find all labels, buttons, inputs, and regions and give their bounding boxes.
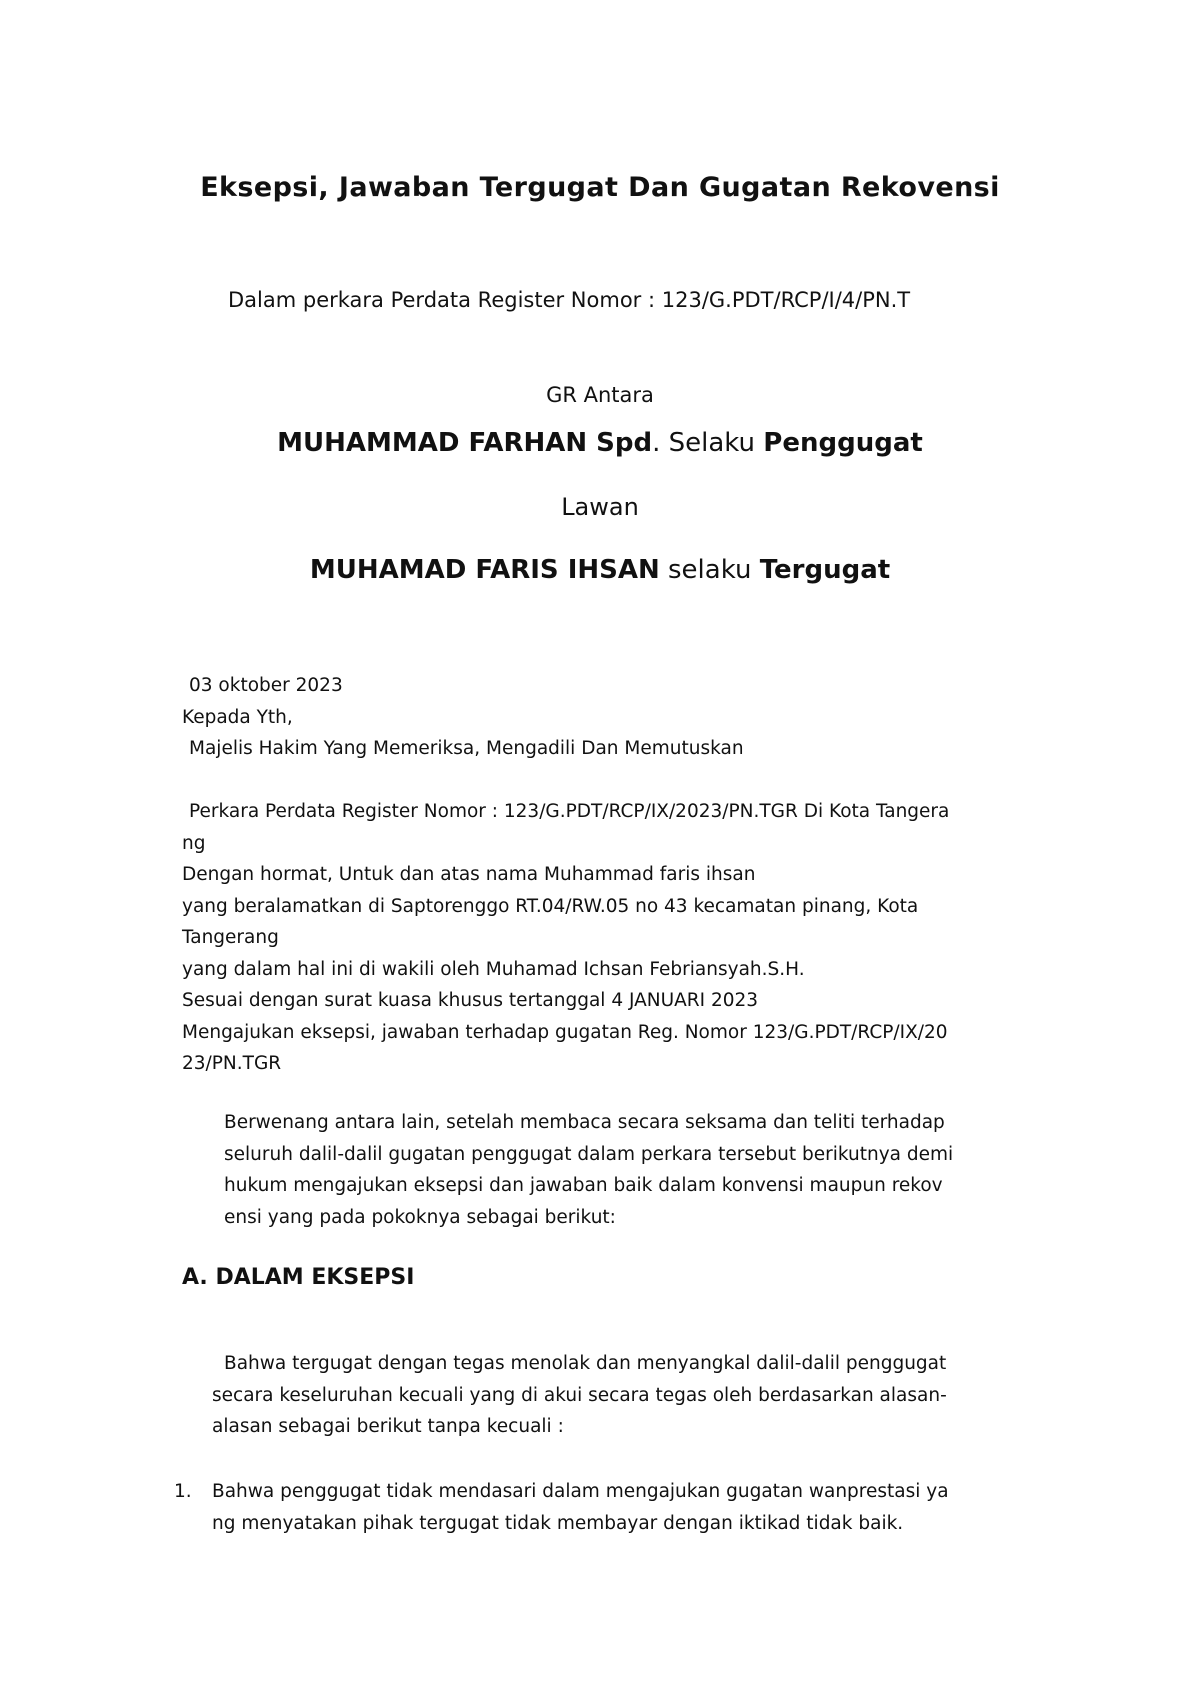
- document-title: Eksepsi, Jawaban Tergugat Dan Gugatan Rekovensi: [200, 172, 1000, 203]
- address-line-1: yang beralamatkan di Saptorenggo RT.04/RW.05 no 43 kecamatan pinang, Kota: [182, 895, 919, 917]
- letter-body: [182, 670, 1032, 1080]
- submission-line-2: 23/PN.TGR: [182, 1053, 282, 1074]
- addressee-label: Kepada Yth,: [182, 706, 293, 728]
- section-a-intro-line: secara keseluruhan kecuali yang di akui secara tegas oleh berdasarkan alasan-: [212, 1384, 947, 1406]
- addressee-body: Majelis Hakim Yang Memeriksa, Mengadili Dan Memutuskan: [189, 738, 744, 759]
- gr-antara-label: GR Antara: [546, 383, 654, 407]
- defendant-role: Tergugat: [759, 555, 891, 585]
- representation-line: yang dalam hal ini di wakili oleh Muhamad Ichsan Febriansyah.S.H.: [182, 958, 805, 980]
- address-line-2: Tangerang: [182, 927, 279, 948]
- plaintiff-role: Penggugat: [763, 428, 923, 458]
- case-line-2: ng: [182, 832, 206, 854]
- list-item-number: 1.: [174, 1481, 192, 1502]
- section-a-heading: A. DALAM EKSEPSI: [182, 1265, 415, 1290]
- register-number-line: Dalam perkara Perdata Register Nomor : 123/G.PDT/RCP/I/4/PN.T: [228, 288, 911, 312]
- authority-line: seluruh dalil-dalil gugatan penggugat dalam perkara tersebut berikutnya demi: [224, 1143, 954, 1165]
- plaintiff-name: MUHAMMAD FARHAN Spd: [277, 428, 653, 458]
- list-item-line: ng menyatakan pihak tergugat tidak membayar dengan iktikad tidak baik.: [212, 1512, 904, 1534]
- defendant-name: MUHAMAD FARIS IHSAN: [309, 555, 660, 585]
- letter-date: 03 oktober 2023: [189, 675, 343, 696]
- authority-line: ensi yang pada pokoknya sebagai berikut:: [224, 1206, 616, 1228]
- authority-line: hukum mengajukan eksepsi dan jawaban baik dalam konvensi maupun rekov: [224, 1175, 943, 1196]
- power-of-attorney-line: Sesuai dengan surat kuasa khusus tertanggal 4 JANUARI 2023: [182, 990, 759, 1011]
- list-item: [174, 1476, 1034, 1539]
- section-a-intro: [212, 1348, 1032, 1443]
- versus-label: Lawan: [561, 493, 639, 521]
- section-a-intro-line: Bahwa tergugat dengan tegas menolak dan menyangkal dalil-dalil penggugat: [224, 1353, 947, 1374]
- authority-paragraph: [224, 1107, 1034, 1233]
- section-a-intro-line: alasan sebagai berikut tanpa kecuali :: [212, 1416, 564, 1437]
- spacer: [182, 765, 1032, 797]
- greeting-line: Dengan hormat, Untuk dan atas nama Muhammad faris ihsan: [182, 864, 756, 885]
- plaintiff-line: [0, 428, 1200, 458]
- defendant-connector: selaku: [659, 555, 760, 585]
- list-item-line: Bahwa penggugat tidak mendasari dalam mengajukan gugatan wanprestasi ya: [212, 1481, 949, 1502]
- case-line-1: Perkara Perdata Register Nomor : 123/G.PDT/RCP/IX/2023/PN.TGR Di Kota Tangera: [189, 801, 950, 822]
- defendant-line: [0, 555, 1200, 585]
- authority-line: Berwenang antara lain, setelah membaca secara seksama dan teliti terhadap: [224, 1112, 945, 1133]
- plaintiff-connector: . Selaku: [652, 428, 764, 458]
- submission-line-1: Mengajukan eksepsi, jawaban terhadap gugatan Reg. Nomor 123/G.PDT/RCP/IX/20: [182, 1021, 948, 1043]
